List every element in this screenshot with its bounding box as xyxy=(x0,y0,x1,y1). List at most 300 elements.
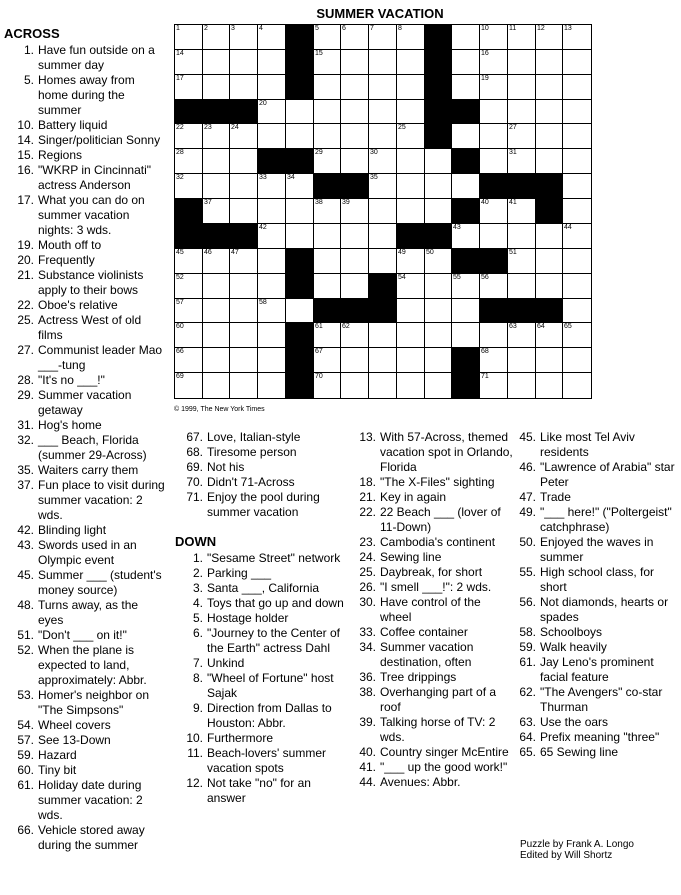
grid-cell[interactable] xyxy=(563,124,591,149)
grid-cell[interactable] xyxy=(314,124,341,149)
grid-cell[interactable] xyxy=(425,373,452,398)
grid-cell[interactable] xyxy=(203,75,230,100)
grid-cell[interactable] xyxy=(563,348,591,373)
grid-cell[interactable] xyxy=(258,75,286,100)
grid-cell[interactable] xyxy=(175,348,203,373)
grid-cell[interactable] xyxy=(536,249,563,274)
grid-cell[interactable] xyxy=(258,249,286,274)
grid-cell[interactable] xyxy=(369,174,397,199)
grid-cell[interactable] xyxy=(314,75,341,100)
clue-text: "It's no ___!" xyxy=(38,373,105,387)
clue-number: 6. xyxy=(192,626,203,640)
grid-cell[interactable] xyxy=(369,373,397,398)
down-clue xyxy=(350,505,514,535)
grid-cell[interactable] xyxy=(563,25,591,50)
grid-cell[interactable] xyxy=(425,174,452,199)
grid-cell[interactable] xyxy=(425,249,452,274)
cell-number: 57 xyxy=(176,299,184,306)
grid-cell[interactable] xyxy=(286,174,314,199)
grid-cell[interactable] xyxy=(563,75,591,100)
grid-cell[interactable] xyxy=(563,274,591,299)
cell-number: 23 xyxy=(204,124,212,131)
clue-number: 42. xyxy=(17,523,34,537)
grid-cell[interactable] xyxy=(397,124,425,149)
grid-cell[interactable] xyxy=(341,274,369,299)
grid-cell[interactable] xyxy=(314,249,341,274)
grid-cell[interactable] xyxy=(230,299,258,323)
clue-text: Country singer McEntire xyxy=(380,745,509,759)
grid-cell[interactable] xyxy=(480,75,508,100)
cell-number: 46 xyxy=(204,249,212,256)
grid-cell[interactable] xyxy=(369,348,397,373)
across-clue xyxy=(4,388,166,418)
grid-cell[interactable] xyxy=(175,50,203,75)
grid-cell[interactable] xyxy=(425,199,452,224)
grid-cell[interactable] xyxy=(175,174,203,199)
black-square xyxy=(369,274,397,299)
grid-cell[interactable] xyxy=(563,373,591,398)
grid-cell[interactable] xyxy=(508,373,536,398)
grid-cell[interactable] xyxy=(563,50,591,75)
grid-cell[interactable] xyxy=(341,149,369,174)
black-square xyxy=(425,100,452,124)
grid-cell[interactable] xyxy=(258,25,286,50)
clue-number: 25. xyxy=(17,313,34,327)
grid-cell[interactable] xyxy=(314,224,341,249)
clue-text: Beach-lovers' summer vacation spots xyxy=(207,746,326,775)
grid-cell[interactable] xyxy=(369,249,397,274)
grid-cell[interactable] xyxy=(203,199,230,224)
grid-cell[interactable] xyxy=(286,199,314,224)
grid-cell[interactable] xyxy=(563,100,591,124)
grid-cell[interactable] xyxy=(203,274,230,299)
grid-cell[interactable] xyxy=(536,323,563,348)
clue-number: 70. xyxy=(186,475,203,489)
grid-cell[interactable] xyxy=(563,149,591,174)
grid-cell[interactable] xyxy=(480,224,508,249)
cell-number: 5 xyxy=(315,25,319,32)
down-clue xyxy=(350,595,514,625)
cell-number: 19 xyxy=(481,75,489,82)
grid-cell[interactable] xyxy=(508,149,536,174)
grid-cell[interactable] xyxy=(452,75,480,100)
grid-cell[interactable] xyxy=(175,249,203,274)
grid-cell[interactable] xyxy=(508,249,536,274)
clue-number: 5. xyxy=(23,73,34,87)
grid-cell[interactable] xyxy=(230,75,258,100)
black-square xyxy=(230,100,258,124)
grid-cell[interactable] xyxy=(314,149,341,174)
black-square xyxy=(286,50,314,75)
grid-cell[interactable] xyxy=(508,224,536,249)
grid-cell[interactable] xyxy=(230,149,258,174)
cell-number: 43 xyxy=(453,224,461,231)
clue-text: Communist leader Mao ___-tung xyxy=(38,343,163,372)
black-square xyxy=(536,174,563,199)
clue-text: Love, Italian-style xyxy=(207,430,301,444)
clue-number: 50. xyxy=(519,535,536,549)
grid-cell[interactable] xyxy=(341,50,369,75)
grid-cell[interactable] xyxy=(508,50,536,75)
clue-number: 47. xyxy=(519,490,536,504)
grid-cell[interactable] xyxy=(397,50,425,75)
grid-cell[interactable] xyxy=(397,75,425,100)
grid-cell[interactable] xyxy=(452,25,480,50)
grid-cell[interactable] xyxy=(397,299,425,323)
clue-number: 10. xyxy=(17,118,34,132)
grid-cell[interactable] xyxy=(258,274,286,299)
grid-cell[interactable] xyxy=(508,100,536,124)
grid-cell[interactable] xyxy=(397,323,425,348)
across-clue xyxy=(4,718,166,733)
grid-cell[interactable] xyxy=(536,373,563,398)
cell-number: 55 xyxy=(453,274,461,281)
grid-cell[interactable] xyxy=(175,299,203,323)
grid-cell[interactable] xyxy=(286,100,314,124)
grid-cell[interactable] xyxy=(258,100,286,124)
clue-number: 45. xyxy=(519,430,536,444)
grid-cell[interactable] xyxy=(230,249,258,274)
grid-cell[interactable] xyxy=(341,323,369,348)
grid-cell[interactable] xyxy=(230,348,258,373)
grid-cell[interactable] xyxy=(536,50,563,75)
grid-cell[interactable] xyxy=(314,274,341,299)
black-square xyxy=(480,174,508,199)
black-square xyxy=(230,224,258,249)
clue-number: 1. xyxy=(23,43,34,57)
grid-cell[interactable] xyxy=(508,124,536,149)
clue-text: "___ here!" ("Poltergeist" catchphrase) xyxy=(540,505,672,534)
grid-cell[interactable] xyxy=(203,149,230,174)
grid-cell[interactable] xyxy=(480,50,508,75)
grid-cell[interactable] xyxy=(397,174,425,199)
grid-cell[interactable] xyxy=(230,323,258,348)
black-square xyxy=(203,224,230,249)
grid-cell[interactable] xyxy=(258,224,286,249)
grid-cell[interactable] xyxy=(480,100,508,124)
grid-cell[interactable] xyxy=(452,274,480,299)
grid-cell[interactable] xyxy=(536,348,563,373)
grid-cell[interactable] xyxy=(175,373,203,398)
grid-cell[interactable] xyxy=(536,124,563,149)
grid-cell[interactable] xyxy=(563,199,591,224)
black-square xyxy=(452,149,480,174)
clue-number: 68. xyxy=(186,445,203,459)
grid-cell[interactable] xyxy=(230,174,258,199)
grid-cell[interactable] xyxy=(230,274,258,299)
grid-cell[interactable] xyxy=(536,149,563,174)
black-square xyxy=(286,348,314,373)
clue-number: 59. xyxy=(519,640,536,654)
black-square xyxy=(203,100,230,124)
grid-cell[interactable] xyxy=(341,100,369,124)
grid-cell[interactable] xyxy=(341,224,369,249)
grid-cell[interactable] xyxy=(452,299,480,323)
grid-cell[interactable] xyxy=(203,348,230,373)
grid-cell[interactable] xyxy=(175,25,203,50)
across-clue xyxy=(4,433,166,463)
down-clue xyxy=(175,656,345,671)
grid-cell[interactable] xyxy=(258,299,286,323)
down-clue xyxy=(512,565,678,595)
grid-cell[interactable] xyxy=(314,199,341,224)
clue-number: 39. xyxy=(359,715,376,729)
clue-text: Overhanging part of a roof xyxy=(380,685,497,714)
grid-cell[interactable] xyxy=(452,323,480,348)
cell-number: 45 xyxy=(176,249,184,256)
grid-cell[interactable] xyxy=(536,25,563,50)
down-clue xyxy=(175,596,345,611)
clue-text: Talking horse of TV: 2 wds. xyxy=(380,715,496,744)
clue-text: Summer ___ (student's money source) xyxy=(38,568,162,597)
cell-number: 6 xyxy=(342,25,346,32)
grid-cell[interactable] xyxy=(369,149,397,174)
across-clue xyxy=(4,373,166,388)
clue-text: "___ up the good work!" xyxy=(380,760,508,774)
clue-text: Substance violinists apply to their bows xyxy=(38,268,144,297)
grid-cell[interactable] xyxy=(258,348,286,373)
grid-cell[interactable] xyxy=(230,199,258,224)
down-clue xyxy=(175,746,345,776)
grid-cell[interactable] xyxy=(258,174,286,199)
black-square xyxy=(286,149,314,174)
grid-cell[interactable] xyxy=(314,100,341,124)
grid-cell[interactable] xyxy=(230,124,258,149)
grid-cell[interactable] xyxy=(508,348,536,373)
grid-cell[interactable] xyxy=(452,224,480,249)
down-clue xyxy=(350,550,514,565)
down-heading: DOWN xyxy=(175,534,217,549)
clue-number: 69. xyxy=(186,460,203,474)
clue-text: Didn't 71-Across xyxy=(207,475,295,489)
grid-cell[interactable] xyxy=(452,124,480,149)
clue-number: 45. xyxy=(17,568,34,582)
black-square xyxy=(452,199,480,224)
grid-cell[interactable] xyxy=(480,274,508,299)
grid-cell[interactable] xyxy=(341,348,369,373)
grid-cell[interactable] xyxy=(563,249,591,274)
clue-text: Turns away, as the eyes xyxy=(38,598,139,627)
across-clue xyxy=(4,598,166,628)
grid-cell[interactable] xyxy=(286,124,314,149)
grid-cell[interactable] xyxy=(563,224,591,249)
grid-cell[interactable] xyxy=(397,249,425,274)
grid-cell[interactable] xyxy=(480,348,508,373)
down-clue xyxy=(175,671,345,701)
grid-cell[interactable] xyxy=(480,373,508,398)
grid-cell[interactable] xyxy=(480,323,508,348)
clue-text: When the plane is expected to land, approximately: Abbr. xyxy=(38,643,147,687)
grid-cell[interactable] xyxy=(314,323,341,348)
cell-number: 38 xyxy=(315,199,323,206)
clue-text: "WKRP in Cincinnati" actress Anderson xyxy=(38,163,152,192)
clue-text: Key in again xyxy=(380,490,447,504)
grid-cell[interactable] xyxy=(480,124,508,149)
clue-number: 21. xyxy=(17,268,34,282)
clue-text: "Journey to the Center of the Earth" actress Dahl xyxy=(207,626,341,655)
grid-cell[interactable] xyxy=(314,373,341,398)
grid-cell[interactable] xyxy=(203,50,230,75)
grid-cell[interactable] xyxy=(480,25,508,50)
grid-cell[interactable] xyxy=(397,348,425,373)
clue-text: High school class, for short xyxy=(540,565,655,594)
grid-cell[interactable] xyxy=(258,199,286,224)
down-clue xyxy=(512,655,678,685)
across-clue xyxy=(4,148,166,163)
grid-cell[interactable] xyxy=(369,25,397,50)
down-clue xyxy=(512,625,678,640)
puzzle-credits xyxy=(520,839,634,861)
clue-text: "Lawrence of Arabia" star Peter xyxy=(540,460,675,489)
black-square xyxy=(286,25,314,50)
down-clue xyxy=(350,685,514,715)
cell-number: 65 xyxy=(564,323,572,330)
cell-number: 71 xyxy=(481,373,489,380)
grid-cell[interactable] xyxy=(397,25,425,50)
clue-text: Not take "no" for an answer xyxy=(207,776,311,805)
grid-cell[interactable] xyxy=(397,373,425,398)
grid-cell[interactable] xyxy=(341,25,369,50)
grid-cell[interactable] xyxy=(369,224,397,249)
black-square xyxy=(286,373,314,398)
grid-cell[interactable] xyxy=(425,299,452,323)
across-clue xyxy=(4,313,166,343)
cell-number: 41 xyxy=(509,199,517,206)
grid-cell[interactable] xyxy=(397,100,425,124)
grid-cell[interactable] xyxy=(425,149,452,174)
clue-text: Vehicle stored away during the summer xyxy=(38,823,145,852)
clue-number: 2. xyxy=(192,566,203,580)
grid-cell[interactable] xyxy=(258,50,286,75)
clue-text: Trade xyxy=(540,490,571,504)
clue-number: 56. xyxy=(519,595,536,609)
clue-number: 58. xyxy=(519,625,536,639)
grid-cell[interactable] xyxy=(341,199,369,224)
clue-text: Avenues: Abbr. xyxy=(380,775,461,789)
grid-cell[interactable] xyxy=(314,25,341,50)
grid-cell[interactable] xyxy=(480,149,508,174)
grid-cell[interactable] xyxy=(536,75,563,100)
grid-cell[interactable] xyxy=(286,299,314,323)
grid-cell[interactable] xyxy=(563,323,591,348)
grid-cell[interactable] xyxy=(536,274,563,299)
grid-cell[interactable] xyxy=(341,249,369,274)
grid-cell[interactable] xyxy=(563,299,591,323)
grid-cell[interactable] xyxy=(203,174,230,199)
grid-cell[interactable] xyxy=(369,75,397,100)
grid-cell[interactable] xyxy=(536,100,563,124)
grid-cell[interactable] xyxy=(175,149,203,174)
grid-cell[interactable] xyxy=(175,75,203,100)
grid-cell[interactable] xyxy=(203,124,230,149)
grid-cell[interactable] xyxy=(203,249,230,274)
grid-cell[interactable] xyxy=(480,199,508,224)
grid-cell[interactable] xyxy=(452,174,480,199)
grid-cell[interactable] xyxy=(397,199,425,224)
down-clue xyxy=(512,430,678,460)
grid-cell[interactable] xyxy=(175,124,203,149)
grid-cell[interactable] xyxy=(258,323,286,348)
grid-cell[interactable] xyxy=(397,149,425,174)
clue-text: Enjoy the pool during summer vacation xyxy=(207,490,320,519)
across-clue xyxy=(4,253,166,268)
black-square xyxy=(425,75,452,100)
cell-number: 44 xyxy=(564,224,572,231)
grid-cell[interactable] xyxy=(258,124,286,149)
across-clue xyxy=(4,463,166,478)
grid-cell[interactable] xyxy=(369,323,397,348)
down-clue xyxy=(350,580,514,595)
clue-number: 61. xyxy=(519,655,536,669)
grid-cell[interactable] xyxy=(369,50,397,75)
grid-cell[interactable] xyxy=(536,224,563,249)
grid-cell[interactable] xyxy=(175,323,203,348)
grid-cell[interactable] xyxy=(314,50,341,75)
across-clue xyxy=(4,163,166,193)
grid-cell[interactable] xyxy=(230,25,258,50)
clue-text: "The Avengers" co-star Thurman xyxy=(540,685,663,714)
cell-number: 24 xyxy=(231,124,239,131)
grid-cell[interactable] xyxy=(508,323,536,348)
grid-cell[interactable] xyxy=(230,373,258,398)
clue-text: Walk heavily xyxy=(540,640,607,654)
across-clue xyxy=(4,523,166,538)
grid-cell[interactable] xyxy=(175,274,203,299)
grid-cell[interactable] xyxy=(508,75,536,100)
down-clue xyxy=(350,775,514,790)
grid-cell[interactable] xyxy=(341,75,369,100)
clue-number: 18. xyxy=(359,475,376,489)
grid-cell[interactable] xyxy=(286,224,314,249)
clue-number: 35. xyxy=(17,463,34,477)
grid-cell[interactable] xyxy=(314,348,341,373)
cell-number: 37 xyxy=(204,199,212,206)
cell-number: 40 xyxy=(481,199,489,206)
down-clue xyxy=(512,595,678,625)
grid-cell[interactable] xyxy=(425,323,452,348)
clue-text: Tiny bit xyxy=(38,763,77,777)
clue-text: Use the oars xyxy=(540,715,609,729)
grid-cell[interactable] xyxy=(425,274,452,299)
grid-cell[interactable] xyxy=(508,25,536,50)
down-clue-list-continued xyxy=(350,430,514,790)
clue-number: 41. xyxy=(359,760,376,774)
grid-cell[interactable] xyxy=(341,124,369,149)
grid-cell[interactable] xyxy=(508,274,536,299)
grid-cell[interactable] xyxy=(563,174,591,199)
grid-cell[interactable] xyxy=(397,274,425,299)
across-clue xyxy=(4,538,166,568)
grid-cell[interactable] xyxy=(425,348,452,373)
grid-cell[interactable] xyxy=(203,299,230,323)
grid-cell[interactable] xyxy=(230,50,258,75)
grid-cell[interactable] xyxy=(203,373,230,398)
grid-cell[interactable] xyxy=(341,373,369,398)
grid-cell[interactable] xyxy=(258,373,286,398)
grid-cell[interactable] xyxy=(369,124,397,149)
clue-number: 9. xyxy=(192,701,203,715)
grid-cell[interactable] xyxy=(203,323,230,348)
grid-cell[interactable] xyxy=(508,199,536,224)
grid-cell[interactable] xyxy=(369,100,397,124)
cell-number: 66 xyxy=(176,348,184,355)
clue-number: 7. xyxy=(192,656,203,670)
cell-number: 27 xyxy=(509,124,517,131)
grid-cell[interactable] xyxy=(452,50,480,75)
grid-cell[interactable] xyxy=(369,199,397,224)
cell-number: 1 xyxy=(176,25,180,32)
grid-cell[interactable] xyxy=(203,25,230,50)
